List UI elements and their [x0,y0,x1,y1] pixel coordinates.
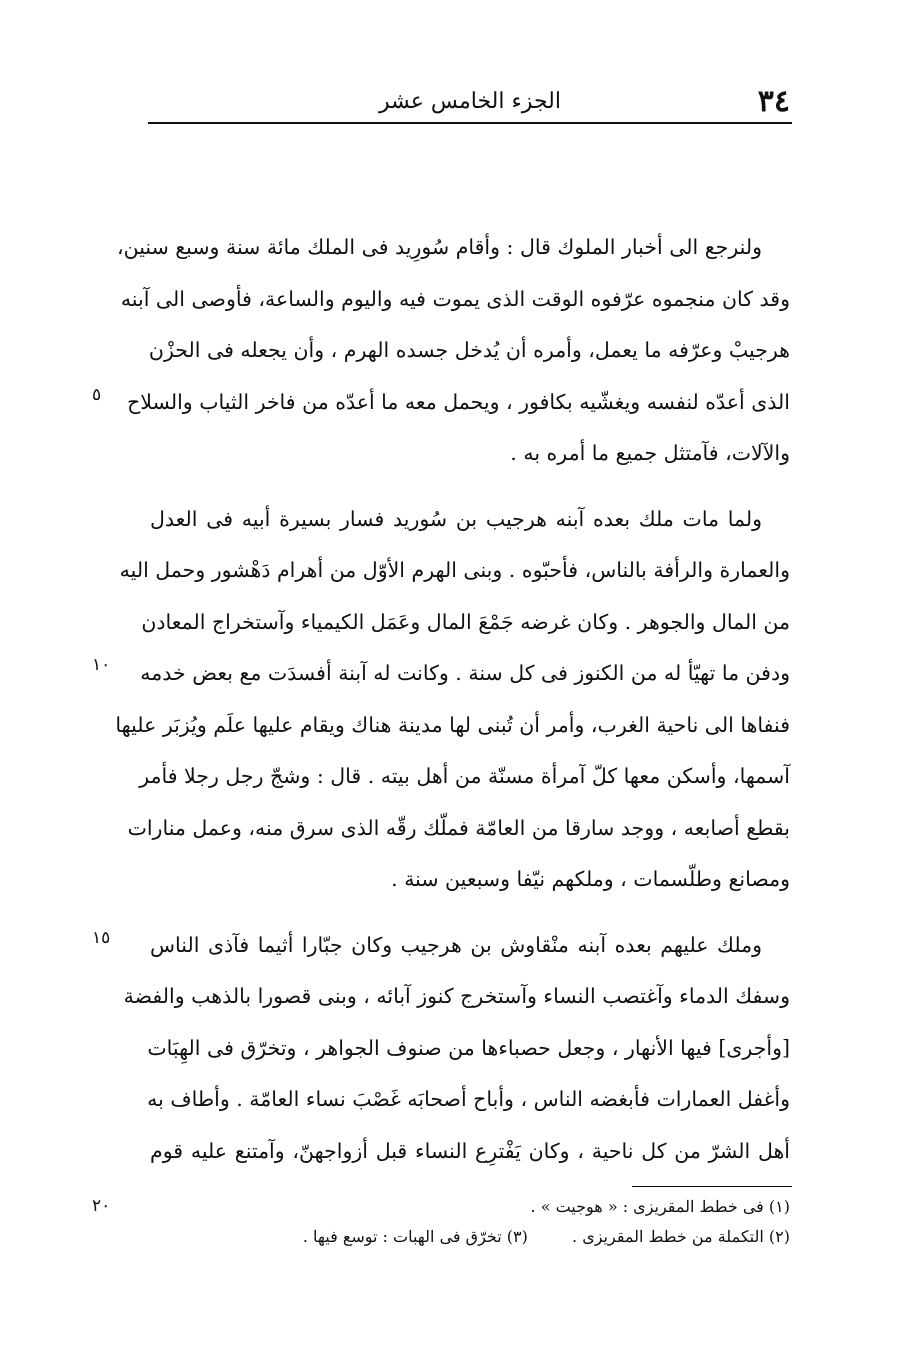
text-line: ولما مات ملك بعده آبنه هرجيب بن سُوريد فسار بسيرة أبيه فى العدل [150,506,762,531]
line-number-10: ١٠ [92,655,111,675]
footnote-rule [632,1186,792,1187]
running-title: الجزء الخامس عشر [379,89,561,114]
text-line: أهل الشرّ من كل ناحية ، وكان يَفْترِع النساء قبل أزواجهنّ، وآمتنع عليه قوم [150,1138,790,1163]
text-line: آسمها، وأسكن معها كلّ آمرأة مسنّة من أهل بيته . قال : وشجّ رجل رجلا فأمر [139,764,790,788]
main-text [115,222,790,1177]
text-line: وسفك الدماء وآغتصب النساء وآستخرج كنوز آبائه ، وبنى قصورا بالذهب والفضة [123,984,790,1008]
text-line: هرجيبْ وعرّفه ما يعمل، وأمره أن يُدخل جسده الهرم ، وأن يجعله فى الحزْن [148,338,790,362]
footnote-2: (٢) التكملة من خطط المقريزى . [572,1227,790,1246]
text-line: وقد كان منجموه عرّفوه الوقت الذى يموت فيه واليوم والساعة، فأوصى الى آبنه [120,286,790,311]
text-line: [وأجرى] فيها الأنهار ، وجعل حصباءها من صنوف الجواهر ، وتخرّق فى الهِبَات [147,1035,790,1060]
line-number-20: ٢٠ [92,1196,111,1216]
footnote-1: (١) فى خطط المقريزى : « هوجيت » . [530,1197,790,1216]
line-number-5: ٥ [92,385,102,405]
text-line: والعمارة والرأفة بالناس، فأحبّوه . وبنى الهرم الأوّل من أهرام دَهْشور وحمل اليه [119,558,790,582]
footnote-row-2 [150,1222,790,1252]
text-line: من المال والجوهر . وكان غرضه جَمْعَ المال وعَمَل الكيمياء وآستخراج المعادن [141,609,790,634]
paragraph-1 [116,222,790,480]
paragraph-3 [123,920,790,1178]
page-header [150,82,790,122]
footnote-3: (٣) تخرّق فى الهبات : توسع فيها . [302,1227,528,1246]
text-line: ولنرجع الى أخبار الملوك قال : وأقام سُورِيد فى الملك مائة سنة وسبع سنين، [116,235,762,259]
text-line: الذى أعدّه لنفسه ويغشّيه بكافور ، ويحمل معه ما أعدّه من فاخر الثياب والسلاح [127,389,790,414]
header-rule [148,122,792,124]
paragraph-2 [115,494,790,906]
footnote-row-1 [150,1192,790,1222]
line-number-15: ١٥ [92,928,111,948]
text-line: وملك عليهم بعده آبنه منْقاوش بن هرجيب وكان جبّارا أثيما فآذى الناس [150,932,762,957]
page-number: ٣٤ [757,84,790,119]
text-line: وأغفل العمارات فأبغضه الناس ، وأباح أصحابَه غَصْبَ نساء العامّة . وأطاف به [147,1087,790,1111]
text-line: فنفاها الى ناحية الغرب، وأمر أن تُبنى لها مدينة هناك ويقام عليها علَم ويُزبَر عليها [115,712,790,737]
text-line: ودفن ما تهيّأ له من الكنوز فى كل سنة . وكانت له آبنة أفسدَت مع بعض خدمه [140,661,790,685]
text-line: ومصانع وطلّسمات ، وملكهم نيّفا وسبعين سنة . [391,867,790,891]
text-line: والآلات، فآمتثل جميع ما أمره به . [510,441,790,465]
text-line: بقطع أصابعه ، ووجد سارقا من العامّة فملّك رقّه الذى سرق منه، وعمل منارات [127,815,790,840]
footnotes [150,1192,790,1252]
